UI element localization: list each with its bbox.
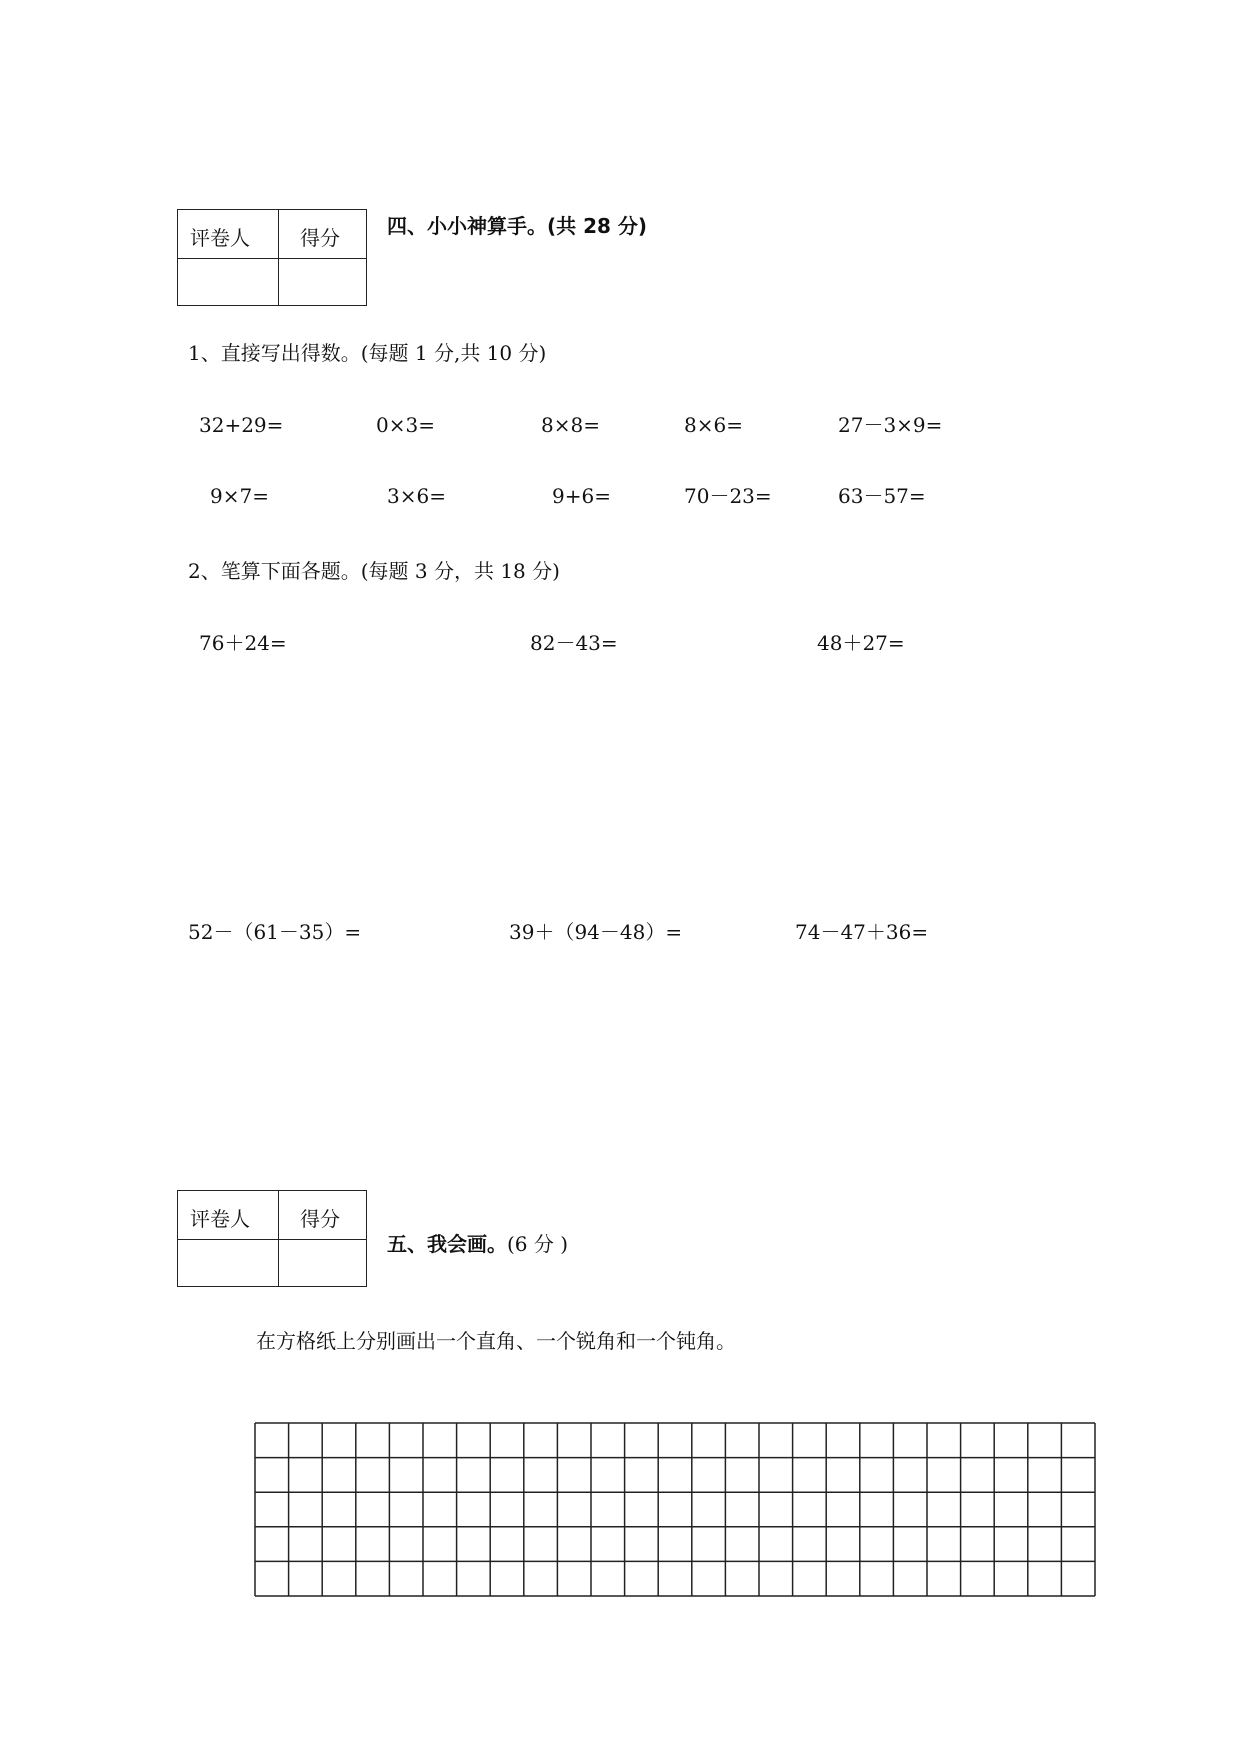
- problem: 27－3×9=: [838, 413, 943, 437]
- score-table-4: [177, 209, 367, 306]
- problem: 32+29=: [199, 413, 284, 437]
- section5-heading: [387, 1232, 568, 1256]
- problem: 82－43=: [530, 631, 618, 655]
- score-table-5: [177, 1190, 367, 1287]
- problem: 0×3=: [376, 413, 435, 437]
- problem: 52－（61－35）=: [188, 920, 362, 944]
- reviewer-label: 评卷人: [190, 1207, 250, 1231]
- problem: 9+6=: [552, 484, 611, 508]
- grid-paper[interactable]: [254, 1422, 1096, 1598]
- problem: 9×7=: [210, 484, 269, 508]
- problem: 8×8=: [541, 413, 600, 437]
- section5-points: (6 分 ): [507, 1232, 569, 1256]
- problem: 8×6=: [684, 413, 743, 437]
- instruction: 在方格纸上分别画出一个直角、一个锐角和一个钝角。: [256, 1329, 736, 1353]
- reviewer-label: 评卷人: [190, 226, 250, 250]
- score-label: 得分: [300, 226, 340, 250]
- problem: 70－23=: [684, 484, 772, 508]
- part2-title: 2、笔算下面各题。(每题 3 分，共 18 分): [188, 559, 560, 583]
- problem: 48＋27=: [817, 631, 905, 655]
- part1-title: 1、直接写出得数。(每题 1 分,共 10 分): [188, 341, 547, 365]
- section5-title: 五、我会画。: [387, 1232, 507, 1256]
- problem: 39＋（94－48）=: [509, 920, 683, 944]
- problem: 3×6=: [387, 484, 446, 508]
- problem: 74－47＋36=: [795, 920, 929, 944]
- problem: 76＋24=: [199, 631, 287, 655]
- problem: 63－57=: [838, 484, 926, 508]
- score-label: 得分: [300, 1207, 340, 1231]
- section4-title: 四、小小神算手。(共 28 分): [387, 214, 648, 238]
